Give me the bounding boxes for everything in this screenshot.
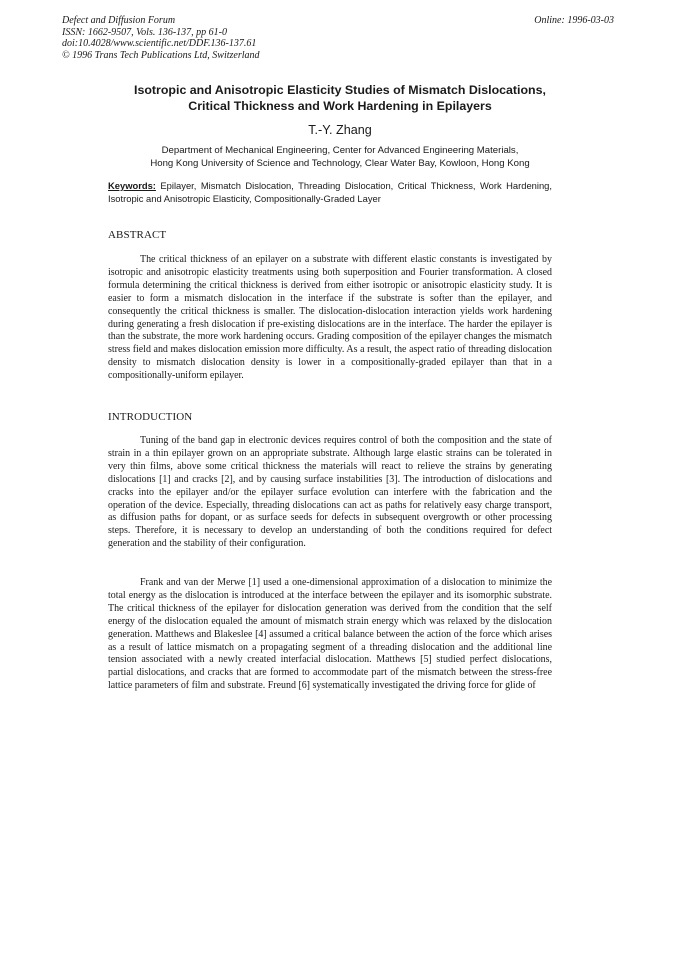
- journal-name: Defect and Diffusion Forum: [62, 15, 176, 26]
- affiliation-line-1: Department of Mechanical Engineering, Center for Advanced Engineering Materials,: [161, 145, 519, 156]
- abstract-text: The critical thickness of an epilayer on a substrate with different elastic constants is investigated by isotropic and anisotropic elasticity treatments using both superposition and Fourier transformation. A closed formula determining the critical thickness is derived from either isotropic or anisotropic elasticity study. It is easier to form a mismatch dislocation in the interface if the substrate is softer than the epilayer, and consequently the critical thickness is smaller. The dislocation-dislocation interaction yields work hardening during generating a fresh dislocation if pre-existing dislocations are in the interface. The harder the epilayer is than the substrate, the more work hardening occurs. Grading composition of the epilayer changes the mismatch stress field and makes dislocation emission more difficulty. As a result, the aspect ratio of threading dislocation density to mismatch dislocation density is lower in a compositionally-graded epilayer than that in a compositionally-uniform epilayer.: [108, 254, 552, 382]
- introduction-heading: INTRODUCTION: [108, 411, 193, 423]
- doi-line: doi:10.4028/www.scientific.net/DDF.136-137.61: [62, 38, 257, 50]
- title-line-2: Critical Thickness and Work Hardening in Epilayers: [188, 98, 492, 113]
- journal-header: [62, 15, 402, 61]
- introduction-paragraph-1: Tuning of the band gap in electronic devices requires control of both the composition and the state of strain in a thin epilayer grown on an appropriate substrate. Although large elastic strains can be tolerated in very thin films, above some critical thickness the materials will react to relieve the strains by generating dislocations [1] and cracks [2], and by causing surface instabilities [3]. The introduction of dislocations and cracks into the epilayer and/or the epilayer surface evolution can interfere with the fabrication and the operation of the device. Especially, threading dislocations can act as paths for relatively easy charge transport, as diffusion paths for dopant, or as surface seeds for defects in subsequent overgrowth or other processing steps. Therefore, it is necessary to develop an understanding of both the conditions required for defect generation and the stability of their configuration.: [108, 435, 552, 550]
- keywords-label: Keywords:: [108, 180, 156, 191]
- copyright-line: © 1996 Trans Tech Publications Ltd, Switzerland: [62, 49, 260, 61]
- paper-title: [90, 83, 590, 114]
- author-name: T.-Y. Zhang: [308, 123, 372, 137]
- keywords: [108, 180, 552, 205]
- issn-line: ISSN: 1662-9507, Vols. 136-137, pp 61-0: [62, 26, 227, 38]
- affiliation: [90, 145, 590, 170]
- title-line-1: Isotropic and Anisotropic Elasticity Studies of Mismatch Dislocations,: [134, 83, 546, 97]
- introduction-paragraph-2: Frank and van der Merwe [1] used a one-dimensional approximation of a dislocation to minimize the total energy as the dislocation is introduced at the interface between the epilayer and its isomorphic substrate. The critical thickness of the epilayer for dislocation generation was derived from the condition that the self energy of the dislocation equaled the amount of mismatch strain energy which was relaxed by the dislocation generation. Matthews and Blakeslee [4] assumed a critical balance between the action of the force which arises as a result of lattice mismatch on a propagating segment of a threading dislocation and the additional line tension associated with a newly created interfacial dislocation. Matthews [5] studied perfect dislocations, partial dislocations, and cracks that are formed to accommodate part of the mismatch between the stress-free lattice parameters of film and substrate. Freund [6] systematically investigated the driving force for glide of: [108, 577, 552, 692]
- keywords-text: Epilayer, Mismatch Dislocation, Threading Dislocation, Critical Thickness, Work Hardening, Isotropic and Anisotropic Elasticity, Compositionally-Graded Layer: [108, 180, 552, 204]
- abstract-heading: ABSTRACT: [108, 229, 167, 241]
- affiliation-line-2: Hong Kong University of Science and Technology, Clear Water Bay, Kowloon, Hong Kong: [150, 157, 530, 169]
- online-date: Online: 1996-03-03: [534, 15, 614, 26]
